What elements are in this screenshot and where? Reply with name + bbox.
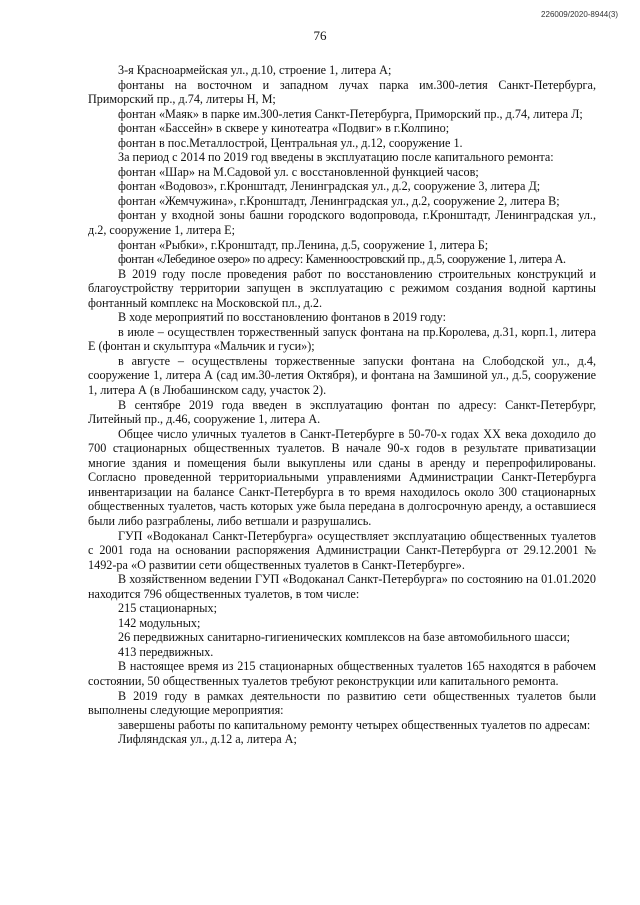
paragraph: В сентябре 2019 года введен в эксплуатацию фонтан по адресу: Санкт-Петербург, Литейный пр., д.46, сооружение 1, литера А.	[88, 397, 596, 427]
paragraph: 142 модульных;	[118, 615, 201, 630]
paragraph: фонтан «Бассейн» в сквере у кинотеатра «Подвиг» в г.Колпино;	[118, 121, 450, 136]
paragraph: В 2019 году в рамках деятельности по развитию сети общественных туалетов были выполнены следующие мероприятия:	[88, 688, 596, 718]
paragraph: в августе – осуществлены торжественные запуски фонтана на Слободской ул., д.4, сооружение 1, литера А (сад им.30-летия Октября), и фонтана на Замшиной ул., д.5, сооружение 1, литера А (в Любашинском саду, участок 2).	[88, 353, 596, 398]
paragraph: фонтан «Маяк» в парке им.300-летия Санкт-Петербурга, Приморский пр., д.74, литера Л;	[118, 106, 583, 121]
paragraph: Общее число уличных туалетов в Санкт-Петербурге в 50-70-х годах XX века доходило до 700 стационарных общественных туалетов. В начале 90-х годов в результате приватизации многие здания и помещения были выкуплены или сданы в аренду и перепрофилированы. Согласно проведенной территориальными управлениями Администрации Санкт-Петербурга инвентаризации на балансе Санкт-Петербурга в то время находилось около 300 стационарных общественных туалетов, часть которых уже была передана в долгосрочную аренду, а оставшиеся были либо разграблены, либо ветшали и разрушались.	[88, 426, 596, 528]
paragraph: фонтан в пос.Металлострой, Центральная ул., д.12, сооружение 1.	[118, 135, 463, 150]
paragraph: в июле – осуществлен торжественный запуск фонтана на пр.Королева, д.31, корп.1, литера Е (фонтан и скульптура «Мальчик и гуси»);	[88, 324, 596, 354]
paragraph: ГУП «Водоканал Санкт-Петербурга» осуществляет эксплуатацию общественных туалетов с 2001 года на основании распоряжения Администрации Санкт-Петербурга от 29.12.2001 № 1492-ра «О развитии сети общественных туалетов в Санкт-Петербурге».	[88, 528, 596, 572]
paragraph: фонтан «Жемчужина», г.Кронштадт, Ленинградская ул., д.2, сооружение 2, литера В;	[118, 193, 560, 208]
paragraph: 413 передвижных.	[118, 644, 214, 659]
paragraph: фонтан «Рыбки», г.Кронштадт, пр.Ленина, д.5, сооружение 1, литера Б;	[118, 237, 489, 252]
paragraph: За период с 2014 по 2019 год введены в эксплуатацию после капитального ремонта:	[118, 150, 554, 165]
paragraph: фонтан «Шар» на М.Садовой ул. с восстановленной функцией часов;	[118, 164, 479, 179]
page-number: 76	[313, 28, 327, 43]
paragraph: фонтан «Лебединое озеро» по адресу: Каменноостровский пр., д.5, сооружение 1, литера А.	[118, 252, 566, 267]
paragraph: В хозяйственном ведении ГУП «Водоканал Санкт-Петербурга» по состоянию на 01.01.2020 находится 796 общественных туалетов, в том числе:	[88, 572, 596, 601]
paragraph: фонтан у входной зоны башни городского водопровода, г.Кронштадт, Ленинградская ул., д.2, сооружение 1, литера Е;	[88, 208, 596, 238]
paragraph: В настоящее время из 215 стационарных общественных туалетов 165 находятся в рабочем состоянии, 50 общественных туалетов требуют реконструкции или капитального ремонта.	[88, 659, 596, 688]
document-code: 226009/2020-8944(3)	[541, 10, 618, 19]
document-body	[88, 63, 596, 747]
paragraph: завершены работы по капитальному ремонту четырех общественных туалетов по адресам:	[118, 717, 591, 732]
paragraph: 3-я Красноармейская ул., д.10, строение 1, литера А;	[118, 63, 392, 77]
paragraph: 26 передвижных санитарно-гигиенических комплексов на базе автомобильного шасси;	[118, 630, 570, 645]
paragraph: фонтан «Водовоз», г.Кронштадт, Ленинградская ул., д.2, сооружение 3, литера Д;	[118, 179, 541, 194]
paragraph: фонтаны на восточном и западном лучах парка им.300-летия Санкт-Петербурга, Приморский пр., д.74, литеры Н, М;	[88, 77, 596, 107]
paragraph: 215 стационарных;	[118, 601, 217, 616]
paragraph: В ходе мероприятий по восстановлению фонтанов в 2019 году:	[118, 310, 447, 325]
paragraph: В 2019 году после проведения работ по восстановлению строительных конструкций и благоустройству территории запущен в эксплуатацию с режимом создания водной картины фонтанный комплекс на Московской пл., д.2.	[88, 266, 596, 310]
paragraph: Лифляндская ул., д.12 а, литера А;	[118, 732, 297, 747]
